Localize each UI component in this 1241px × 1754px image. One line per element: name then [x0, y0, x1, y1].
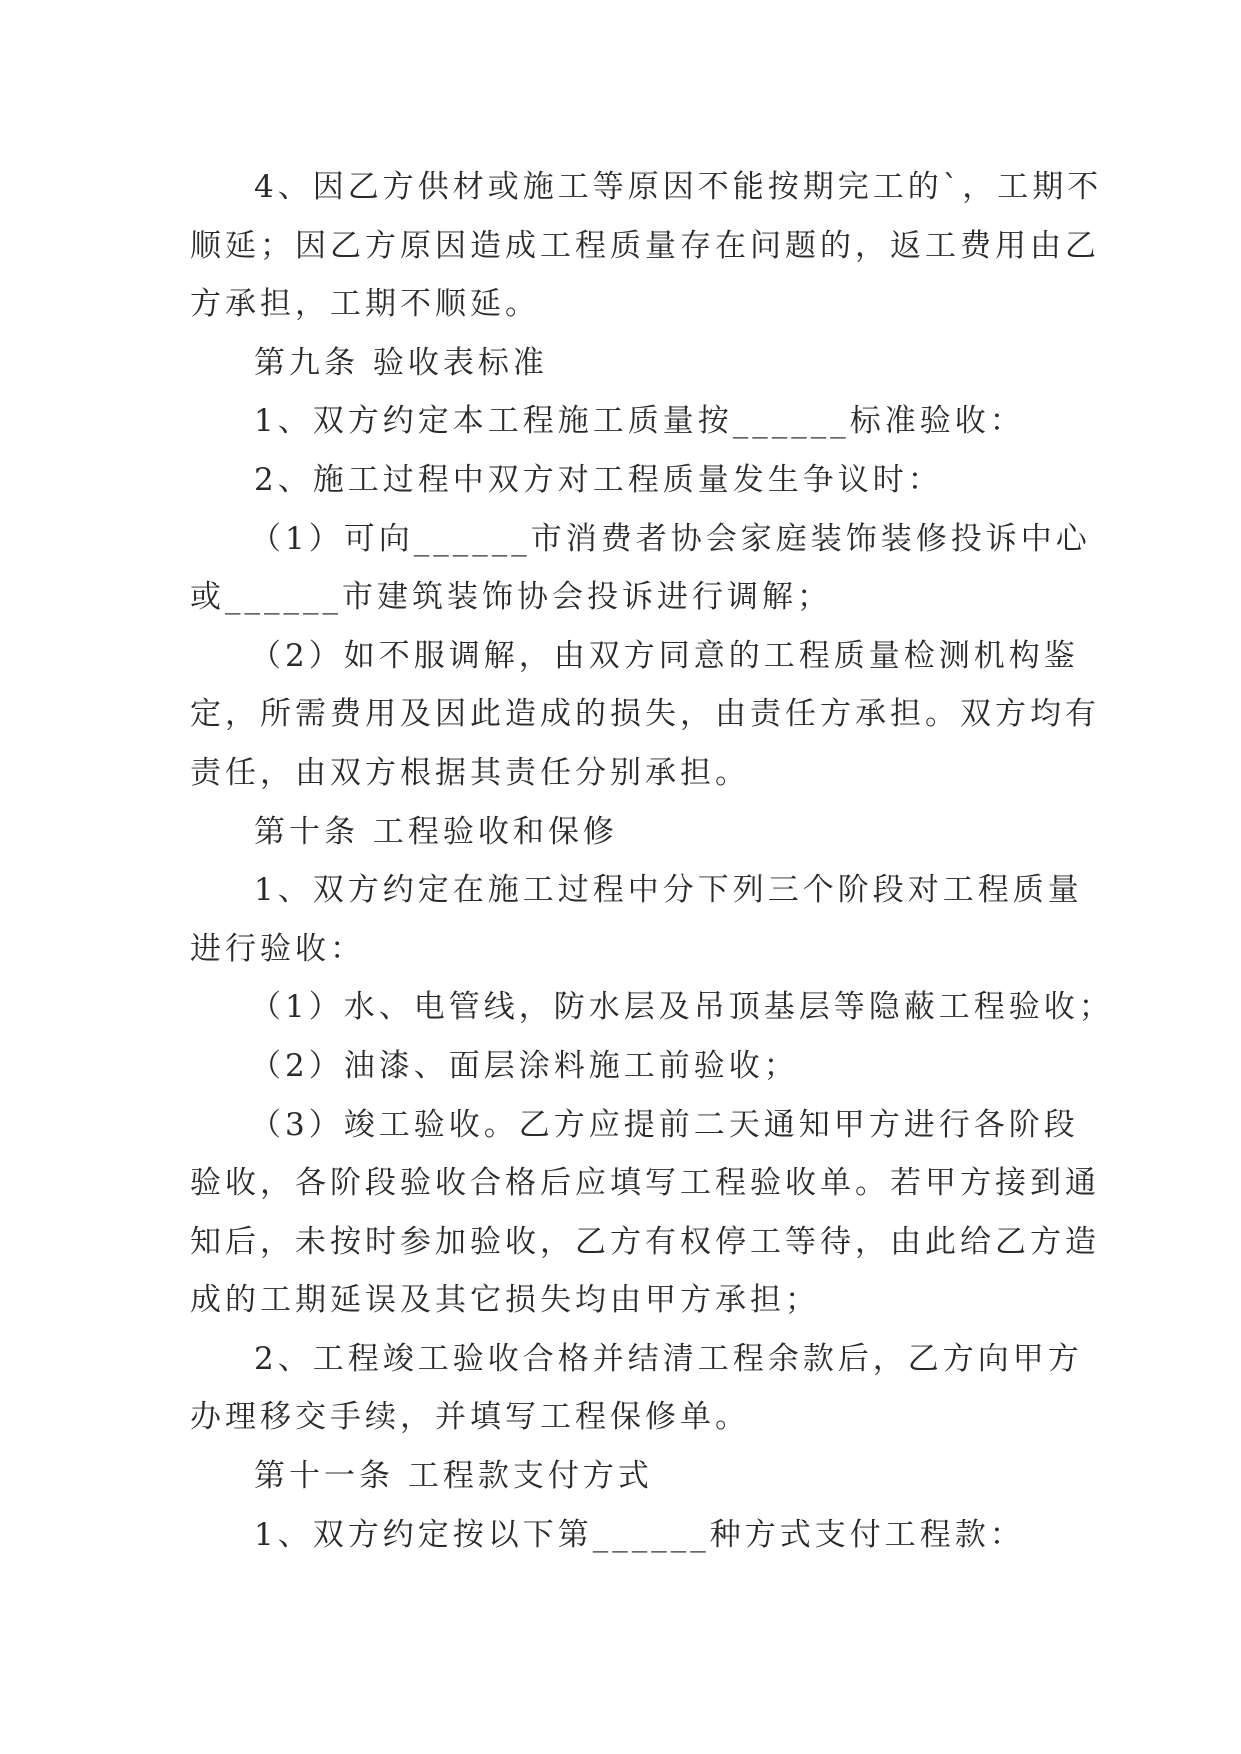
article-10-item-1-line-1: 1、双方约定在施工过程中分下列三个阶段对工程质量: [254, 872, 1083, 909]
article-9-heading: 第九条 验收表标准: [254, 344, 548, 381]
article-10-sub-2: （2）油漆、面层涂料施工前验收；: [250, 1047, 799, 1084]
clause-4-line-3: 方承担，工期不顺延。: [190, 286, 540, 323]
clause-4-line-1: 4、因乙方供材或施工等原因不能按期完工的`，工期不: [254, 169, 1103, 205]
article-9-sub-1-line-2: 或______市建筑装饰协会投诉进行调解；: [190, 579, 832, 616]
article-9-sub-2-line-1: （2）如不服调解，由双方同意的工程质量检测机构鉴: [250, 637, 1079, 674]
article-9-sub-1-line-1: （1）可向______市消费者协会家庭装饰装修投诉中心: [250, 520, 1091, 557]
article-9-item-1: 1、双方约定本工程施工质量按______标准验收：: [254, 403, 1025, 440]
article-11-item-1: 1、双方约定按以下第______种方式支付工程款：: [254, 1516, 1025, 1553]
article-10-item-2-line-2: 办理移交手续，并填写工程保修单。: [190, 1399, 750, 1436]
article-10-heading: 第十条 工程验收和保修: [254, 813, 618, 850]
article-10-sub-1: （1）水、电管线，防水层及吊顶基层等隐蔽工程验收；: [250, 989, 1114, 1026]
article-9-item-2: 2、施工过程中双方对工程质量发生争议时：: [254, 461, 943, 498]
article-10-sub-3-line-1: （3）竣工验收。乙方应提前二天通知甲方进行各阶段: [250, 1106, 1079, 1143]
article-10-sub-3-line-4: 成的工期延误及其它损失均由甲方承担；: [190, 1282, 820, 1319]
article-11-heading: 第十一条 工程款支付方式: [254, 1458, 653, 1495]
clause-4-line-2: 顺延；因乙方原因造成工程质量存在问题的，返工费用由乙: [190, 227, 1100, 264]
article-10-sub-3-line-2: 验收，各阶段验收合格后应填写工程验收单。若甲方接到通: [190, 1165, 1100, 1202]
article-9-sub-2-line-2: 定，所需费用及因此造成的损失，由责任方承担。双方均有: [190, 696, 1100, 733]
document-body: [190, 158, 1114, 1564]
article-10-sub-3-line-3: 知后，未按时参加验收，乙方有权停工等待，由此给乙方造: [190, 1223, 1100, 1260]
article-10-item-2-line-1: 2、工程竣工验收合格并结清工程余款后，乙方向甲方: [254, 1340, 1083, 1377]
article-9-sub-2-line-3: 责任，由双方根据其责任分别承担。: [190, 754, 750, 791]
article-10-item-1-line-2: 进行验收：: [190, 930, 365, 967]
